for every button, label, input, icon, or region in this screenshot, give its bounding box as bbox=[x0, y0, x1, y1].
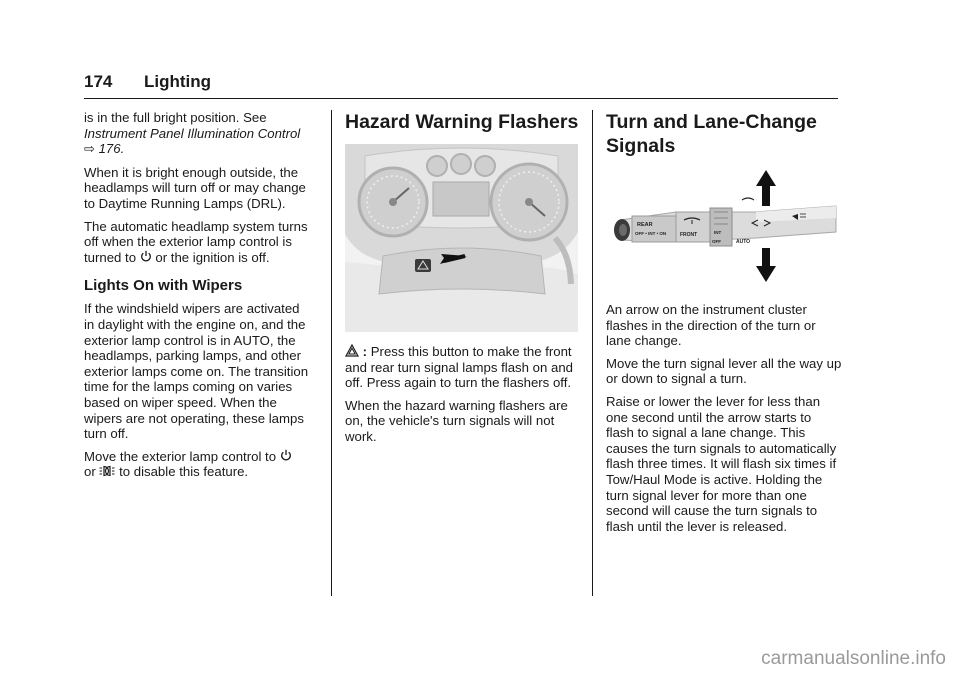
page-number: 174 bbox=[84, 72, 113, 91]
hazard-triangle-icon bbox=[345, 344, 359, 357]
paragraph-bright-outside: When it is bright enough outside, the headlamps will turn off or may change to Daytime Running Lamps (DRL). bbox=[84, 164, 306, 211]
parking-lamp-icon bbox=[99, 465, 115, 477]
cross-reference-page[interactable]: 176 bbox=[98, 141, 121, 157]
paragraph-continuation: is in the full bright position. See Instrument Panel Illumination Control ⇨ 176. bbox=[84, 110, 301, 158]
paragraph-disable: Move the exterior lamp control to or to disable this feature. bbox=[84, 449, 310, 480]
watermark: carmanualsonline.info bbox=[761, 648, 946, 669]
heading-turn-lane-change-signals: Turn and Lane-Change Signals bbox=[606, 111, 817, 157]
paragraph-hazard-button: : Press this button to make the front and rear turn signal lamps flash on and off. Press again to turn the flashers off. bbox=[345, 344, 573, 391]
lever-label-off: OFF bbox=[712, 239, 721, 244]
lever-label-int: INT bbox=[714, 230, 722, 235]
instrument-panel-illustration bbox=[345, 144, 578, 332]
subheading-lights-on-wipers: Lights On with Wipers bbox=[84, 277, 243, 295]
paragraph-auto-off: The automatic headlamp system turns off when the exterior lamp control is turned to or the ignition is off. bbox=[84, 218, 308, 265]
column-right bbox=[606, 110, 842, 541]
column-divider-2 bbox=[592, 110, 593, 596]
lever-label-rear: REAR bbox=[637, 222, 653, 228]
section-title: Lighting bbox=[144, 72, 212, 91]
page-header bbox=[84, 72, 838, 99]
column-middle bbox=[345, 110, 581, 452]
lever-label-off-int-on: OFF • INT • ON bbox=[635, 231, 667, 236]
power-off-icon bbox=[140, 250, 152, 263]
column-divider-1 bbox=[331, 110, 332, 596]
paragraph-signal-turn: Move the turn signal lever all the way up or down to signal a turn. bbox=[606, 355, 842, 387]
paragraph-hazard-turn-signals: When the hazard warning flashers are on, the vehicle's turn signals will not work. bbox=[345, 397, 568, 444]
paragraph-lane-change: Raise or lower the lever for less than one second until the arrow starts to flash to signal a lane change. This causes the turn signals to automatically flash three times. It will flash six times if Tow/Haul Mode is active. Holding the turn signal lever for more than one second will cause the turn signals to flash until the lever is released. bbox=[606, 393, 837, 534]
paragraph-wipers: If the windshield wipers are activated in daylight with the engine on, and the exterior lamp control is in AUTO, the headlamps, parking lamps, and other exterior lamps come on. The transition time for the lamps coming on varies based on wiper speed. When the wipers are not operating, these lamps turn off. bbox=[84, 301, 309, 442]
arrow-right-icon: ⇨ bbox=[84, 142, 95, 158]
column-left bbox=[84, 110, 310, 487]
cross-reference-link[interactable]: Instrument Panel Illumination Control bbox=[84, 125, 301, 141]
paragraph-arrow-cluster: An arrow on the instrument cluster flashes in the direction of the turn or lane change. bbox=[606, 302, 816, 349]
lever-label-auto: AUTO bbox=[736, 239, 751, 245]
heading-hazard-warning-flashers: Hazard Warning Flashers bbox=[345, 111, 579, 133]
turn-signal-lever-illustration bbox=[606, 168, 838, 290]
power-off-icon bbox=[280, 449, 292, 462]
lever-label-front: FRONT bbox=[680, 232, 698, 238]
